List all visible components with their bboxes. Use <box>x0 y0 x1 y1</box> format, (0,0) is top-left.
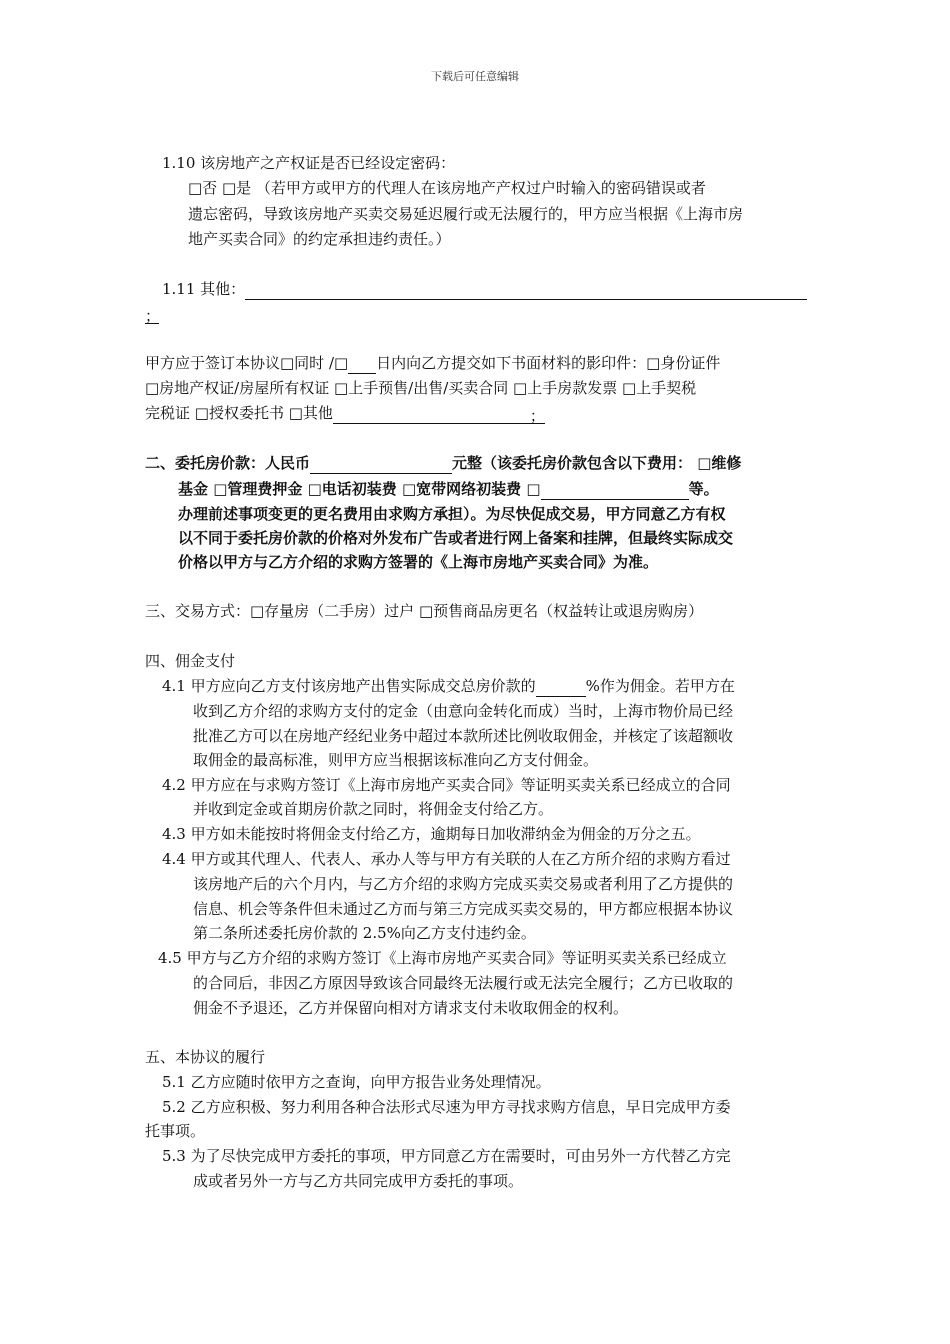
clause-4-4-line3: 信息、机会等条件但未通过乙方而与第三方完成买卖交易的，甲方都应根据本协议 <box>193 900 734 918</box>
clause-4-1-line3: 批准乙方可以在房地产经纪业务中超过本款所述比例收取佣金，并核定了该超额收 <box>193 727 734 745</box>
clause-5-2-line1: 5.2 乙方应积极、努力利用各种合法形式尽速为甲方寻找求购方信息，早日完成甲方委 <box>162 1098 731 1116</box>
materials-line1 <box>145 352 720 376</box>
section-2-label: 二、委托房价款：人民币 <box>145 454 311 472</box>
section-1-11-label: 1.11 其他： <box>162 280 246 298</box>
clause-5-3-line1: 5.3 为了尽快完成甲方委托的事项，甲方同意乙方在需要时，可由另外一方代替乙方完 <box>162 1147 731 1165</box>
clause-5-3-line2: 成或者另外一方与乙方共同完成甲方委托的事项。 <box>193 1172 524 1190</box>
materials-line2: □房地产权证/房屋所有权证 □上手预售/出售/买卖合同 □上手房款发票 □上手契税 <box>145 379 697 397</box>
section-2-fees: 基金 □管理费押金 □电话初装费 □宽带网络初装费 □ <box>178 480 541 498</box>
clause-4-4-line4: 第二条所述委托房价款的 2.5%向乙方支付违约金。 <box>193 924 536 942</box>
section-1-10-line2: 遗忘密码，导致该房地产买卖交易延迟履行或无法履行的，甲方应当根据《上海市房 <box>188 205 744 223</box>
clause-4-1-text-b: %作为佣金。若甲方在 <box>585 677 735 695</box>
commission-rate-blank <box>536 678 586 697</box>
section-2-line4: 以不同于委托房价款的价格对外发布广告或者进行网上备案和挂牌，但最终实际成交 <box>178 529 734 547</box>
section-5-title: 五、本协议的履行 <box>145 1048 266 1066</box>
section-1-10-line3: 地产买卖合同》的约定承担违约责任。） <box>188 230 451 248</box>
section-2-line2 <box>178 478 719 502</box>
materials-line3 <box>145 402 545 426</box>
clause-4-5-line3: 佣金不予退还，乙方并保留向相对方请求支付未收取佣金的权利。 <box>193 999 629 1017</box>
section-1-10-line1: □否 □是 （若甲方或甲方的代理人在该房地产产权过户时输入的密码错误或者 <box>188 179 706 197</box>
section-1-11 <box>162 278 807 302</box>
clause-4-3: 4.3 甲方如未能按时将佣金支付给乙方，逾期每日加收滞纳金为佣金的万分之五。 <box>162 825 701 843</box>
clause-5-1: 5.1 乙方应随时依甲方之查询，向甲方报告业务处理情况。 <box>162 1073 551 1091</box>
page-header: 下载后可任意编辑 <box>431 70 519 83</box>
section-2-etc: 等。 <box>688 480 719 498</box>
section-3: 三、交易方式：□存量房（二手房）过户 □预售商品房更名（权益转让或退房购房） <box>145 602 704 620</box>
materials-other-blank: ； <box>333 405 545 424</box>
clause-4-2-line1: 4.2 甲方应在与求购方签订《上海市房地产买卖合同》等证明买卖关系已经成立的合同 <box>162 776 731 794</box>
section-1-10-title: 1.10 该房地产之产权证是否已经设定密码： <box>162 154 456 172</box>
section-2-text: 元整（该委托房价款包含以下费用： □维修 <box>452 454 742 472</box>
price-blank <box>310 455 452 474</box>
section-2-line5: 价格以甲方与乙方介绍的求购方签署的《上海市房地产买卖合同》为准。 <box>178 553 659 571</box>
materials-line3-text: 完税证 □授权委托书 □其他 <box>145 404 333 422</box>
clause-5-2-line2: 托事项。 <box>145 1122 206 1140</box>
materials-text-b: 日内向乙方提交如下书面材料的影印件：□身份证件 <box>376 354 721 372</box>
clause-4-4-line2: 该房地产后的六个月内，与乙方介绍的求购方完成买卖交易或者利用了乙方提供的 <box>193 875 734 893</box>
clause-4-4-line1: 4.4 甲方或其代理人、代表人、承办人等与甲方有关联的人在乙方所介绍的求购方看过 <box>162 850 731 868</box>
other-blank-line <box>245 281 807 300</box>
clause-4-1-text-a: 4.1 甲方应向乙方支付该房地产出售实际成交总房价款的 <box>162 677 536 695</box>
clause-4-5-line2: 的合同后，非因乙方原因导致该合同最终无法履行或无法完全履行；乙方已收取的 <box>193 974 734 992</box>
other-blank-tail: ； <box>145 307 161 325</box>
section-2-line3: 办理前述事项变更的更名费用由求购方承担）。为尽快促成交易，甲方同意乙方有权 <box>178 505 726 523</box>
clause-4-1-line2: 收到乙方介绍的求购方支付的定金（由意向金转化而成）当时，上海市物价局已经 <box>193 702 734 720</box>
fees-other-blank <box>541 481 689 500</box>
clause-4-5-line1: 4.5 甲方与乙方介绍的求购方签订《上海市房地产买卖合同》等证明买卖关系已经成立 <box>158 949 727 967</box>
section-1-11-tail <box>145 302 159 326</box>
materials-text-a: 甲方应于签订本协议□同时 /□ <box>145 354 349 372</box>
clause-4-1-line4: 取佣金的最高标准，则甲方应当根据该标准向乙方支付佣金。 <box>193 751 599 769</box>
section-4-title: 四、佣金支付 <box>145 652 236 670</box>
clause-4-1-line1 <box>162 675 735 699</box>
days-blank <box>348 355 376 374</box>
clause-4-2-line2: 并收到定金或首期房价款之同时，将佣金支付给乙方。 <box>193 800 554 818</box>
section-2-line1 <box>145 452 741 476</box>
